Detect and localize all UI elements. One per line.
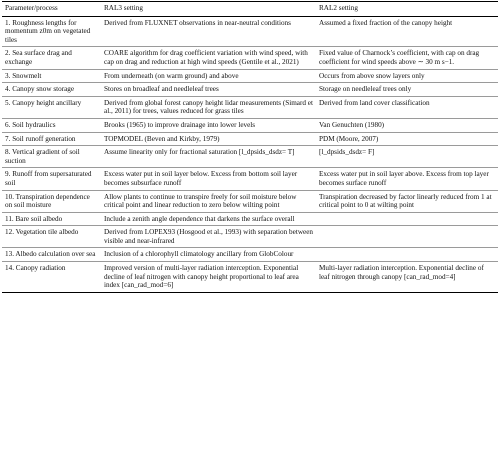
param-cell: 3. Snowmelt bbox=[2, 69, 101, 83]
ral3-cell: Assume linearity only for fractional saturation [l_dpsids_dsdz= T] bbox=[101, 146, 316, 168]
table-row bbox=[2, 248, 498, 262]
param-cell: 1. Roughness lengths for momentum z0m on vegetated tiles bbox=[2, 16, 101, 47]
ral2-cell: Storage on needleleaf trees only bbox=[316, 83, 498, 97]
ral3-cell: TOPMODEL (Beven and Kirkby, 1979) bbox=[101, 132, 316, 146]
ral2-cell bbox=[316, 212, 498, 226]
param-cell: 12. Vegetation tile albedo bbox=[2, 226, 101, 248]
table-row bbox=[2, 168, 498, 190]
ral3-cell: Allow plants to continue to transpire freely for soil moisture below critical point and linear reduction to zero below wilting point bbox=[101, 190, 316, 212]
ral2-cell: Transpiration decreased by factor linearly reduced from 1 at critical point to 0 at wilting point bbox=[316, 190, 498, 212]
table-row bbox=[2, 132, 498, 146]
param-cell: 5. Canopy height ancillary bbox=[2, 96, 101, 118]
ral3-cell: Inclusion of a chlorophyll climatology ancillary from GlobColour bbox=[101, 248, 316, 262]
table-row bbox=[2, 190, 498, 212]
table-row bbox=[2, 96, 498, 118]
parameter-comparison-table bbox=[2, 1, 498, 293]
ral3-cell: COARE algorithm for drag coefficient variation with wind speed, with cap on drag and reduction at high wind speeds (Gentile et al., 2021) bbox=[101, 47, 316, 69]
ral2-cell: Occurs from above snow layers only bbox=[316, 69, 498, 83]
table-row bbox=[2, 212, 498, 226]
param-cell: 6. Soil hydraulics bbox=[2, 118, 101, 132]
table-row bbox=[2, 226, 498, 248]
param-cell: 8. Vertical gradient of soil suction bbox=[2, 146, 101, 168]
ral3-cell: Stores on broadleaf and needleleaf trees bbox=[101, 83, 316, 97]
table-header bbox=[2, 2, 498, 17]
ral3-cell: Derived from global forest canopy height lidar measurements (Simard et al., 2011) for trees, values reduced for grass tiles bbox=[101, 96, 316, 118]
param-cell: 14. Canopy radiation bbox=[2, 262, 101, 293]
ral2-cell: Assumed a fixed fraction of the canopy height bbox=[316, 16, 498, 47]
table-row bbox=[2, 262, 498, 293]
table-body bbox=[2, 16, 498, 292]
table-row bbox=[2, 146, 498, 168]
param-cell: 7. Soil runoff generation bbox=[2, 132, 101, 146]
param-cell: 9. Runoff from supersaturated soil bbox=[2, 168, 101, 190]
ral2-cell: PDM (Moore, 2007) bbox=[316, 132, 498, 146]
ral2-cell bbox=[316, 226, 498, 248]
header-ral3: RAL3 setting bbox=[101, 2, 316, 17]
param-cell: 13. Albedo calculation over sea bbox=[2, 248, 101, 262]
ral3-cell: Brooks (1965) to improve drainage into lower levels bbox=[101, 118, 316, 132]
ral2-cell: Excess water put in soil layer above. Excess from top layer becomes surface runoff bbox=[316, 168, 498, 190]
ral3-cell: Derived from LOPEX93 (Hosgood et al., 1993) with separation between visible and near-infrared bbox=[101, 226, 316, 248]
ral3-cell: Include a zenith angle dependence that darkens the surface overall bbox=[101, 212, 316, 226]
table-row bbox=[2, 118, 498, 132]
ral2-cell: Derived from land cover classification bbox=[316, 96, 498, 118]
header-parameter: Parameter/process bbox=[2, 2, 101, 17]
ral3-cell: Improved version of multi-layer radiation interception. Exponential decline of leaf nitrogen with canopy height proportional to leaf area index [can_rad_mod=6] bbox=[101, 262, 316, 293]
table-row bbox=[2, 83, 498, 97]
header-row bbox=[2, 2, 498, 17]
ral3-cell: Derived from FLUXNET observations in near-neutral conditions bbox=[101, 16, 316, 47]
ral2-cell: Van Genuchten (1980) bbox=[316, 118, 498, 132]
table-row bbox=[2, 47, 498, 69]
table-row bbox=[2, 69, 498, 83]
param-cell: 10. Transpiration dependence on soil moisture bbox=[2, 190, 101, 212]
ral2-cell bbox=[316, 248, 498, 262]
ral2-cell: [l_dpsids_dsdz= F] bbox=[316, 146, 498, 168]
header-ral2: RAL2 setting bbox=[316, 2, 498, 17]
ral3-cell: Excess water put in soil layer below. Excess from bottom soil layer becomes subsurface runoff bbox=[101, 168, 316, 190]
table-row bbox=[2, 16, 498, 47]
ral3-cell: From underneath (on warm ground) and above bbox=[101, 69, 316, 83]
ral2-cell: Fixed value of Charnock’s coefficient, with cap on drag coefficient for wind speeds above ∼ 30 m s−1. bbox=[316, 47, 498, 69]
param-cell: 11. Bare soil albedo bbox=[2, 212, 101, 226]
param-cell: 4. Canopy snow storage bbox=[2, 83, 101, 97]
param-cell: 2. Sea surface drag and exchange bbox=[2, 47, 101, 69]
ral2-cell: Multi-layer radiation interception. Exponential decline of leaf nitrogen through canopy [can_rad_mod=4] bbox=[316, 262, 498, 293]
